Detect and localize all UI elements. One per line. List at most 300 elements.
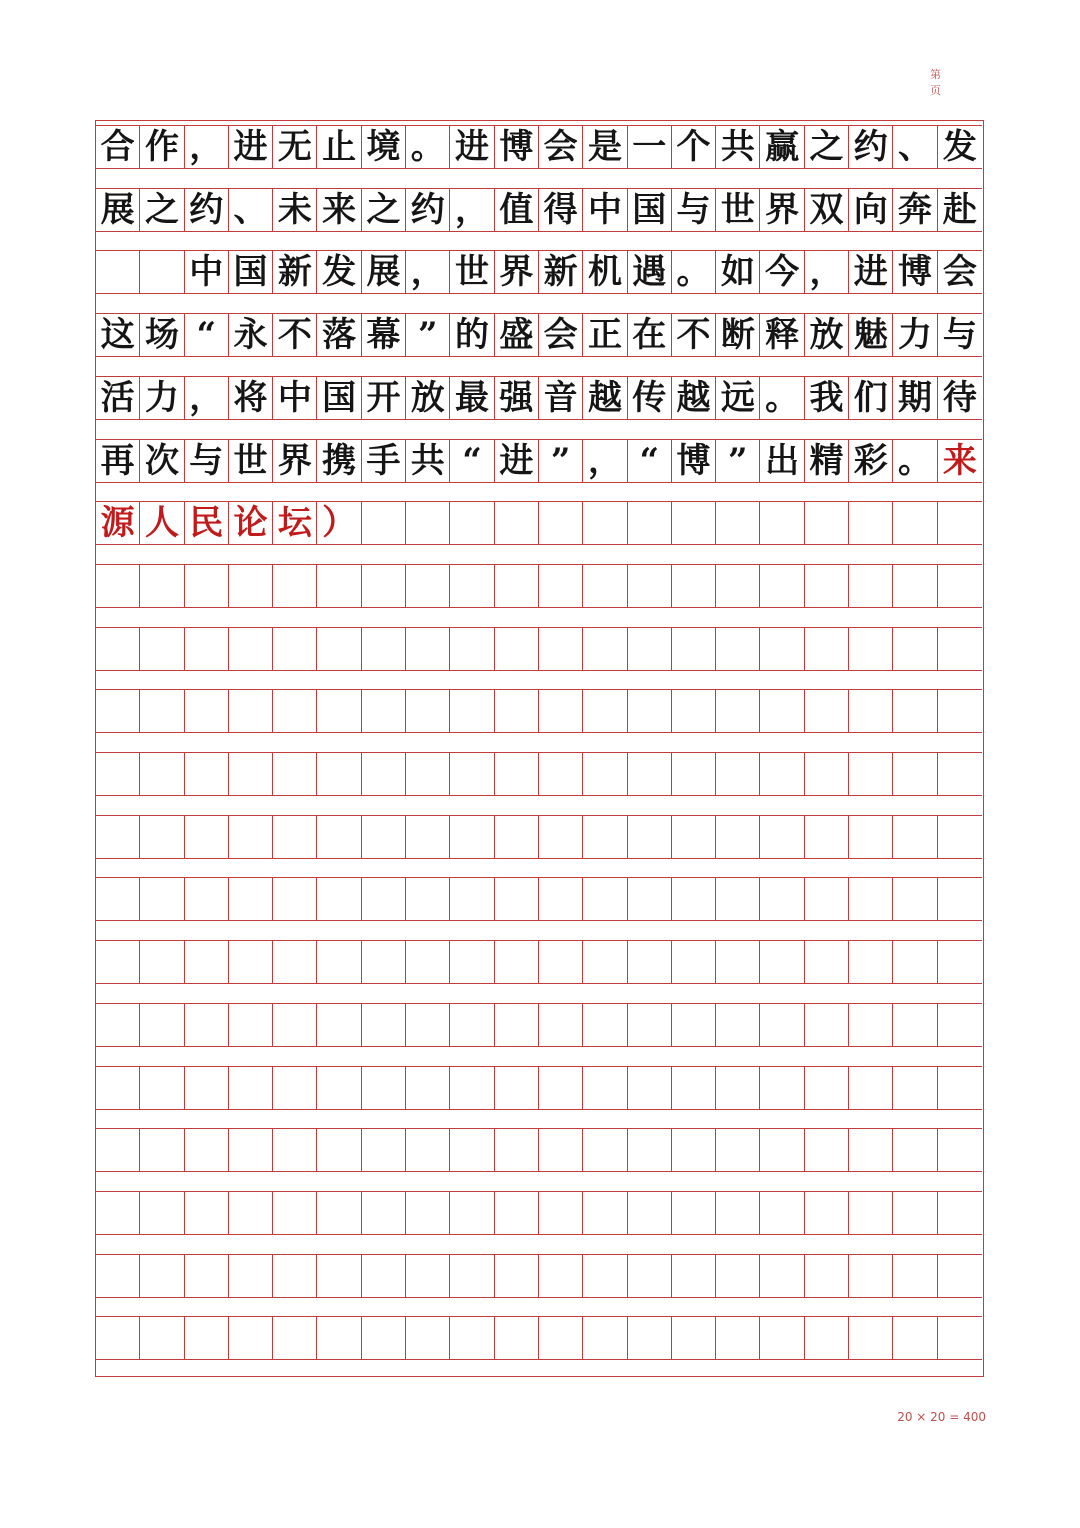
grid-cell: 国 <box>628 189 672 231</box>
grid-cell: ， <box>185 377 229 419</box>
grid-cell <box>893 753 937 795</box>
grid-cell <box>583 690 627 732</box>
grid-cell <box>273 628 317 670</box>
grid-cell <box>273 1255 317 1297</box>
grid-cell <box>185 690 229 732</box>
grid-cell <box>318 1004 362 1046</box>
grid-cell: 、 <box>893 126 937 168</box>
grid-cell: 手 <box>362 440 406 482</box>
grid-row <box>96 940 982 984</box>
grid-cell <box>672 1129 716 1171</box>
grid-cell <box>539 878 583 920</box>
grid-cell <box>318 941 362 983</box>
grid-cell <box>318 753 362 795</box>
grid-row <box>96 627 982 671</box>
grid-cell <box>185 753 229 795</box>
grid-cell: 我 <box>805 377 849 419</box>
grid-cell <box>761 1004 805 1046</box>
grid-cell <box>450 878 494 920</box>
grid-cell <box>938 565 982 607</box>
grid-cell: ， <box>805 251 849 293</box>
grid-cell: 新 <box>273 251 317 293</box>
grid-cell: 次 <box>140 440 184 482</box>
grid-cell <box>273 565 317 607</box>
grid-cell <box>406 1004 450 1046</box>
grid-cell <box>539 1129 583 1171</box>
grid-cell <box>672 1255 716 1297</box>
grid-cell <box>716 941 760 983</box>
grid-cell: 携 <box>318 440 362 482</box>
grid-cell <box>495 1004 539 1046</box>
grid-cell: 约 <box>185 189 229 231</box>
grid-cell <box>716 502 760 544</box>
grid-cell: 博 <box>893 251 937 293</box>
grid-cell <box>185 565 229 607</box>
grid-cell <box>140 816 184 858</box>
grid-cell <box>539 1067 583 1109</box>
grid-cell: 坛 <box>273 502 317 544</box>
grid-cell: 强 <box>495 377 539 419</box>
grid-cell <box>938 941 982 983</box>
grid-cell <box>185 1004 229 1046</box>
grid-cell <box>893 502 937 544</box>
grid-cell <box>849 941 893 983</box>
page-number-label: 第 页 <box>930 68 980 97</box>
grid-cell <box>539 1192 583 1234</box>
grid-cell <box>539 565 583 607</box>
grid-cell <box>362 565 406 607</box>
grid-cell <box>96 1317 140 1359</box>
grid-cell <box>805 1317 849 1359</box>
grid-cell: 幕 <box>362 314 406 356</box>
grid-cell <box>362 1192 406 1234</box>
grid-cell <box>140 251 184 293</box>
grid-row <box>96 313 982 357</box>
grid-cell: 进 <box>229 126 273 168</box>
grid-cell: ， <box>583 440 627 482</box>
grid-cell <box>893 1067 937 1109</box>
grid-cell <box>938 1255 982 1297</box>
grid-cell <box>716 816 760 858</box>
grid-cell: 得 <box>539 189 583 231</box>
grid-cell <box>362 1067 406 1109</box>
grid-cell: 活 <box>96 377 140 419</box>
grid-cell <box>140 628 184 670</box>
grid-cell <box>495 1067 539 1109</box>
grid-cell <box>893 565 937 607</box>
grid-row <box>96 752 982 796</box>
grid-cell: 约 <box>406 189 450 231</box>
grid-row <box>96 1254 982 1298</box>
grid-cell: 遇 <box>628 251 672 293</box>
grid-cell: 断 <box>716 314 760 356</box>
grid-cell <box>362 502 406 544</box>
grid-cell <box>716 1129 760 1171</box>
grid-cell <box>273 753 317 795</box>
grid-cell <box>96 565 140 607</box>
grid-cell <box>140 1129 184 1171</box>
grid-cell: 将 <box>229 377 273 419</box>
grid-cell <box>362 878 406 920</box>
grid-cell <box>96 1129 140 1171</box>
grid-cell <box>229 878 273 920</box>
grid-cell <box>140 941 184 983</box>
grid-cell <box>96 941 140 983</box>
grid-cell <box>495 878 539 920</box>
grid-cell: ” <box>716 440 760 482</box>
grid-cell <box>628 878 672 920</box>
grid-row <box>96 376 982 420</box>
grid-cell <box>229 628 273 670</box>
grid-cell <box>273 1004 317 1046</box>
grid-cell <box>539 1255 583 1297</box>
grid-cell <box>583 878 627 920</box>
grid-cell: 与 <box>672 189 716 231</box>
grid-cell: 场 <box>140 314 184 356</box>
grid-cell <box>938 753 982 795</box>
grid-cell <box>318 628 362 670</box>
grid-cell <box>628 753 672 795</box>
grid-row <box>96 564 982 608</box>
grid-cell: 与 <box>185 440 229 482</box>
grid-cell <box>628 1004 672 1046</box>
grid-cell <box>628 1129 672 1171</box>
grid-cell <box>495 753 539 795</box>
grid-cell <box>362 1255 406 1297</box>
grid-cell <box>583 1067 627 1109</box>
grid-cell <box>185 816 229 858</box>
grid-cell <box>849 1317 893 1359</box>
grid-cell <box>761 628 805 670</box>
grid-cell <box>805 690 849 732</box>
grid-cell <box>229 1004 273 1046</box>
grid-cell <box>583 502 627 544</box>
grid-cell <box>406 941 450 983</box>
grid-cell: 无 <box>273 126 317 168</box>
grid-cell: 源 <box>96 502 140 544</box>
grid-cell <box>539 1004 583 1046</box>
grid-cell <box>450 816 494 858</box>
grid-row <box>96 501 982 545</box>
grid-cell <box>406 1192 450 1234</box>
grid-cell: 作 <box>140 126 184 168</box>
grid-cell <box>450 1129 494 1171</box>
grid-cell: 个 <box>672 126 716 168</box>
grid-cell <box>761 816 805 858</box>
grid-cell <box>583 1004 627 1046</box>
grid-cell <box>450 502 494 544</box>
grid-row <box>96 1191 982 1235</box>
grid-cell <box>849 502 893 544</box>
grid-cell <box>628 1067 672 1109</box>
grid-cell <box>406 816 450 858</box>
grid-cell <box>140 1067 184 1109</box>
grid-cell: 们 <box>849 377 893 419</box>
grid-cell: 开 <box>362 377 406 419</box>
grid-cell: 共 <box>406 440 450 482</box>
grid-cell: 赴 <box>942 189 977 230</box>
grid-cell <box>406 1067 450 1109</box>
grid-cell <box>805 502 849 544</box>
grid-cell: 。 <box>761 377 805 419</box>
grid-cell <box>96 628 140 670</box>
grid-row <box>96 1128 982 1172</box>
grid-cell <box>362 628 406 670</box>
grid-cell: 合 <box>96 126 140 168</box>
grid-cell: 进 <box>849 251 893 293</box>
grid-cell: 约 <box>849 126 893 168</box>
grid-cell <box>450 753 494 795</box>
grid-cell <box>406 628 450 670</box>
grid-cell <box>893 816 937 858</box>
grid-cell <box>628 1317 672 1359</box>
grid-cell <box>893 1192 937 1234</box>
grid-row <box>96 815 982 859</box>
grid-cell: 盛 <box>495 314 539 356</box>
grid-cell: ” <box>406 314 450 356</box>
grid-cell <box>761 690 805 732</box>
grid-cell <box>583 753 627 795</box>
grid-cell <box>318 1255 362 1297</box>
grid-cell <box>938 1317 982 1359</box>
grid-cell: 未 <box>273 189 317 231</box>
writing-grid <box>95 120 984 1377</box>
grid-cell: ” <box>539 440 583 482</box>
grid-cell <box>362 1129 406 1171</box>
grid-cell: 魅 <box>849 314 893 356</box>
grid-cell <box>229 1067 273 1109</box>
grid-cell: 新 <box>539 251 583 293</box>
grid-cell <box>185 878 229 920</box>
grid-cell <box>716 1255 760 1297</box>
grid-cell <box>938 816 982 858</box>
grid-cell <box>849 1192 893 1234</box>
grid-cell <box>805 878 849 920</box>
grid-cell <box>229 1317 273 1359</box>
grid-cell <box>849 878 893 920</box>
grid-cell <box>672 816 716 858</box>
grid-cell: 期 <box>893 377 937 419</box>
grid-cell <box>495 941 539 983</box>
grid-cell: 博 <box>495 126 539 168</box>
grid-cell <box>495 628 539 670</box>
grid-cell <box>406 690 450 732</box>
grid-row <box>96 125 982 169</box>
grid-cell <box>140 1317 184 1359</box>
grid-cell <box>893 878 937 920</box>
grid-cell <box>273 816 317 858</box>
grid-cell <box>849 1004 893 1046</box>
grid-cell <box>849 690 893 732</box>
grid-cell <box>893 941 937 983</box>
grid-cell: “ <box>185 314 229 356</box>
grid-cell <box>761 941 805 983</box>
grid-cell: 中 <box>185 251 229 293</box>
grid-cell <box>539 753 583 795</box>
grid-cell <box>539 1317 583 1359</box>
grid-cell <box>495 502 539 544</box>
grid-cell <box>96 1067 140 1109</box>
grid-cell: 不 <box>672 314 716 356</box>
grid-cell <box>849 753 893 795</box>
grid-cell: 之 <box>805 126 849 168</box>
grid-cell <box>450 1004 494 1046</box>
grid-cell <box>185 941 229 983</box>
grid-cell: 止 <box>318 126 362 168</box>
grid-cell <box>229 1129 273 1171</box>
grid-cell: 世 <box>716 189 760 231</box>
grid-cell <box>539 502 583 544</box>
grid-cell <box>761 878 805 920</box>
grid-cell <box>583 565 627 607</box>
grid-cell <box>229 690 273 732</box>
grid-cell <box>273 1067 317 1109</box>
grid-cell <box>805 1004 849 1046</box>
grid-cell <box>318 816 362 858</box>
grid-cell <box>805 565 849 607</box>
grid-cell: 奔 <box>893 189 937 231</box>
grid-cell <box>849 628 893 670</box>
grid-cell <box>450 1067 494 1109</box>
grid-cell <box>672 1317 716 1359</box>
grid-cell <box>672 941 716 983</box>
grid-cell <box>938 1192 982 1234</box>
grid-cell <box>893 1004 937 1046</box>
grid-cell: 出 <box>761 440 805 482</box>
grid-cell <box>583 1192 627 1234</box>
grid-cell: 境 <box>362 126 406 168</box>
grid-cell: 放 <box>406 377 450 419</box>
grid-cell <box>628 1192 672 1234</box>
grid-cell <box>938 878 982 920</box>
grid-cell: 不 <box>273 314 317 356</box>
grid-cell <box>140 565 184 607</box>
grid-row <box>96 439 982 483</box>
grid-cell <box>140 878 184 920</box>
grid-row <box>96 1066 982 1110</box>
grid-cell <box>805 1255 849 1297</box>
grid-cell <box>938 502 982 544</box>
grid-cell: 界 <box>273 440 317 482</box>
grid-cell <box>628 502 672 544</box>
grid-cell <box>628 1255 672 1297</box>
grid-cell <box>539 816 583 858</box>
grid-cell <box>628 690 672 732</box>
grid-cell <box>495 690 539 732</box>
grid-cell: 进 <box>450 126 494 168</box>
grid-cell <box>761 1317 805 1359</box>
grid-cell: 力 <box>893 314 937 356</box>
grid-cell: 中 <box>583 189 627 231</box>
grid-cell: 。 <box>406 126 450 168</box>
grid-cell: 界 <box>761 189 805 231</box>
grid-cell <box>495 1317 539 1359</box>
grid-cell <box>805 816 849 858</box>
grid-cell <box>229 941 273 983</box>
grid-cell: 双 <box>805 189 849 231</box>
grid-cell: 精 <box>805 440 849 482</box>
grid-cell <box>805 1192 849 1234</box>
grid-cell <box>318 878 362 920</box>
grid-cell <box>318 1317 362 1359</box>
grid-cell <box>938 690 982 732</box>
grid-cell <box>495 1255 539 1297</box>
grid-cell: 值 <box>495 189 539 231</box>
grid-cell <box>140 753 184 795</box>
grid-cell <box>761 1255 805 1297</box>
grid-cell: 是 <box>583 126 627 168</box>
grid-cell <box>761 565 805 607</box>
grid-cell <box>761 1129 805 1171</box>
grid-cell <box>362 690 406 732</box>
grid-cell <box>893 1317 937 1359</box>
grid-cell: 音 <box>539 377 583 419</box>
grid-cell: 共 <box>716 126 760 168</box>
grid-cell <box>362 941 406 983</box>
grid-cell <box>362 1317 406 1359</box>
grid-cell <box>185 1067 229 1109</box>
grid-cell <box>672 502 716 544</box>
grid-cell <box>716 1317 760 1359</box>
grid-cell <box>96 1004 140 1046</box>
grid-cell <box>318 1129 362 1171</box>
grid-cell <box>583 941 627 983</box>
grid-cell <box>628 941 672 983</box>
grid-cell <box>406 1129 450 1171</box>
grid-cell: “ <box>450 440 494 482</box>
grid-cell <box>185 1192 229 1234</box>
grid-cell <box>318 1192 362 1234</box>
grid-cell: 世 <box>229 440 273 482</box>
grid-cell <box>893 690 937 732</box>
grid-cell <box>938 1004 982 1046</box>
grid-cell <box>450 628 494 670</box>
grid-cell <box>716 628 760 670</box>
grid-cell <box>583 1317 627 1359</box>
grid-cell: 人 <box>140 502 184 544</box>
grid-cell <box>229 565 273 607</box>
grid-cell <box>229 816 273 858</box>
grid-cell: 发 <box>942 127 977 167</box>
grid-cell <box>583 1255 627 1297</box>
grid-cell <box>583 816 627 858</box>
grid-cell <box>761 753 805 795</box>
grid-cell: 会 <box>942 252 977 293</box>
grid-cell <box>450 1255 494 1297</box>
grid-cell <box>672 1192 716 1234</box>
grid-cell <box>805 753 849 795</box>
grid-cell: 越 <box>583 377 627 419</box>
grid-cell <box>273 1129 317 1171</box>
grid-cell <box>140 690 184 732</box>
grid-row <box>96 250 982 294</box>
grid-cell <box>539 690 583 732</box>
grid-cell: 传 <box>628 377 672 419</box>
grid-cell <box>672 690 716 732</box>
grid-cell: 。 <box>672 251 716 293</box>
grid-cell <box>716 1192 760 1234</box>
grid-cell: 民 <box>185 502 229 544</box>
grid-cell <box>273 878 317 920</box>
grid-cell <box>185 1129 229 1171</box>
grid-cell <box>805 1129 849 1171</box>
grid-cell <box>716 1004 760 1046</box>
grid-cell <box>406 753 450 795</box>
grid-cell <box>805 941 849 983</box>
grid-cell: “ <box>628 440 672 482</box>
grid-cell <box>672 878 716 920</box>
grid-cell: 展 <box>96 189 140 231</box>
